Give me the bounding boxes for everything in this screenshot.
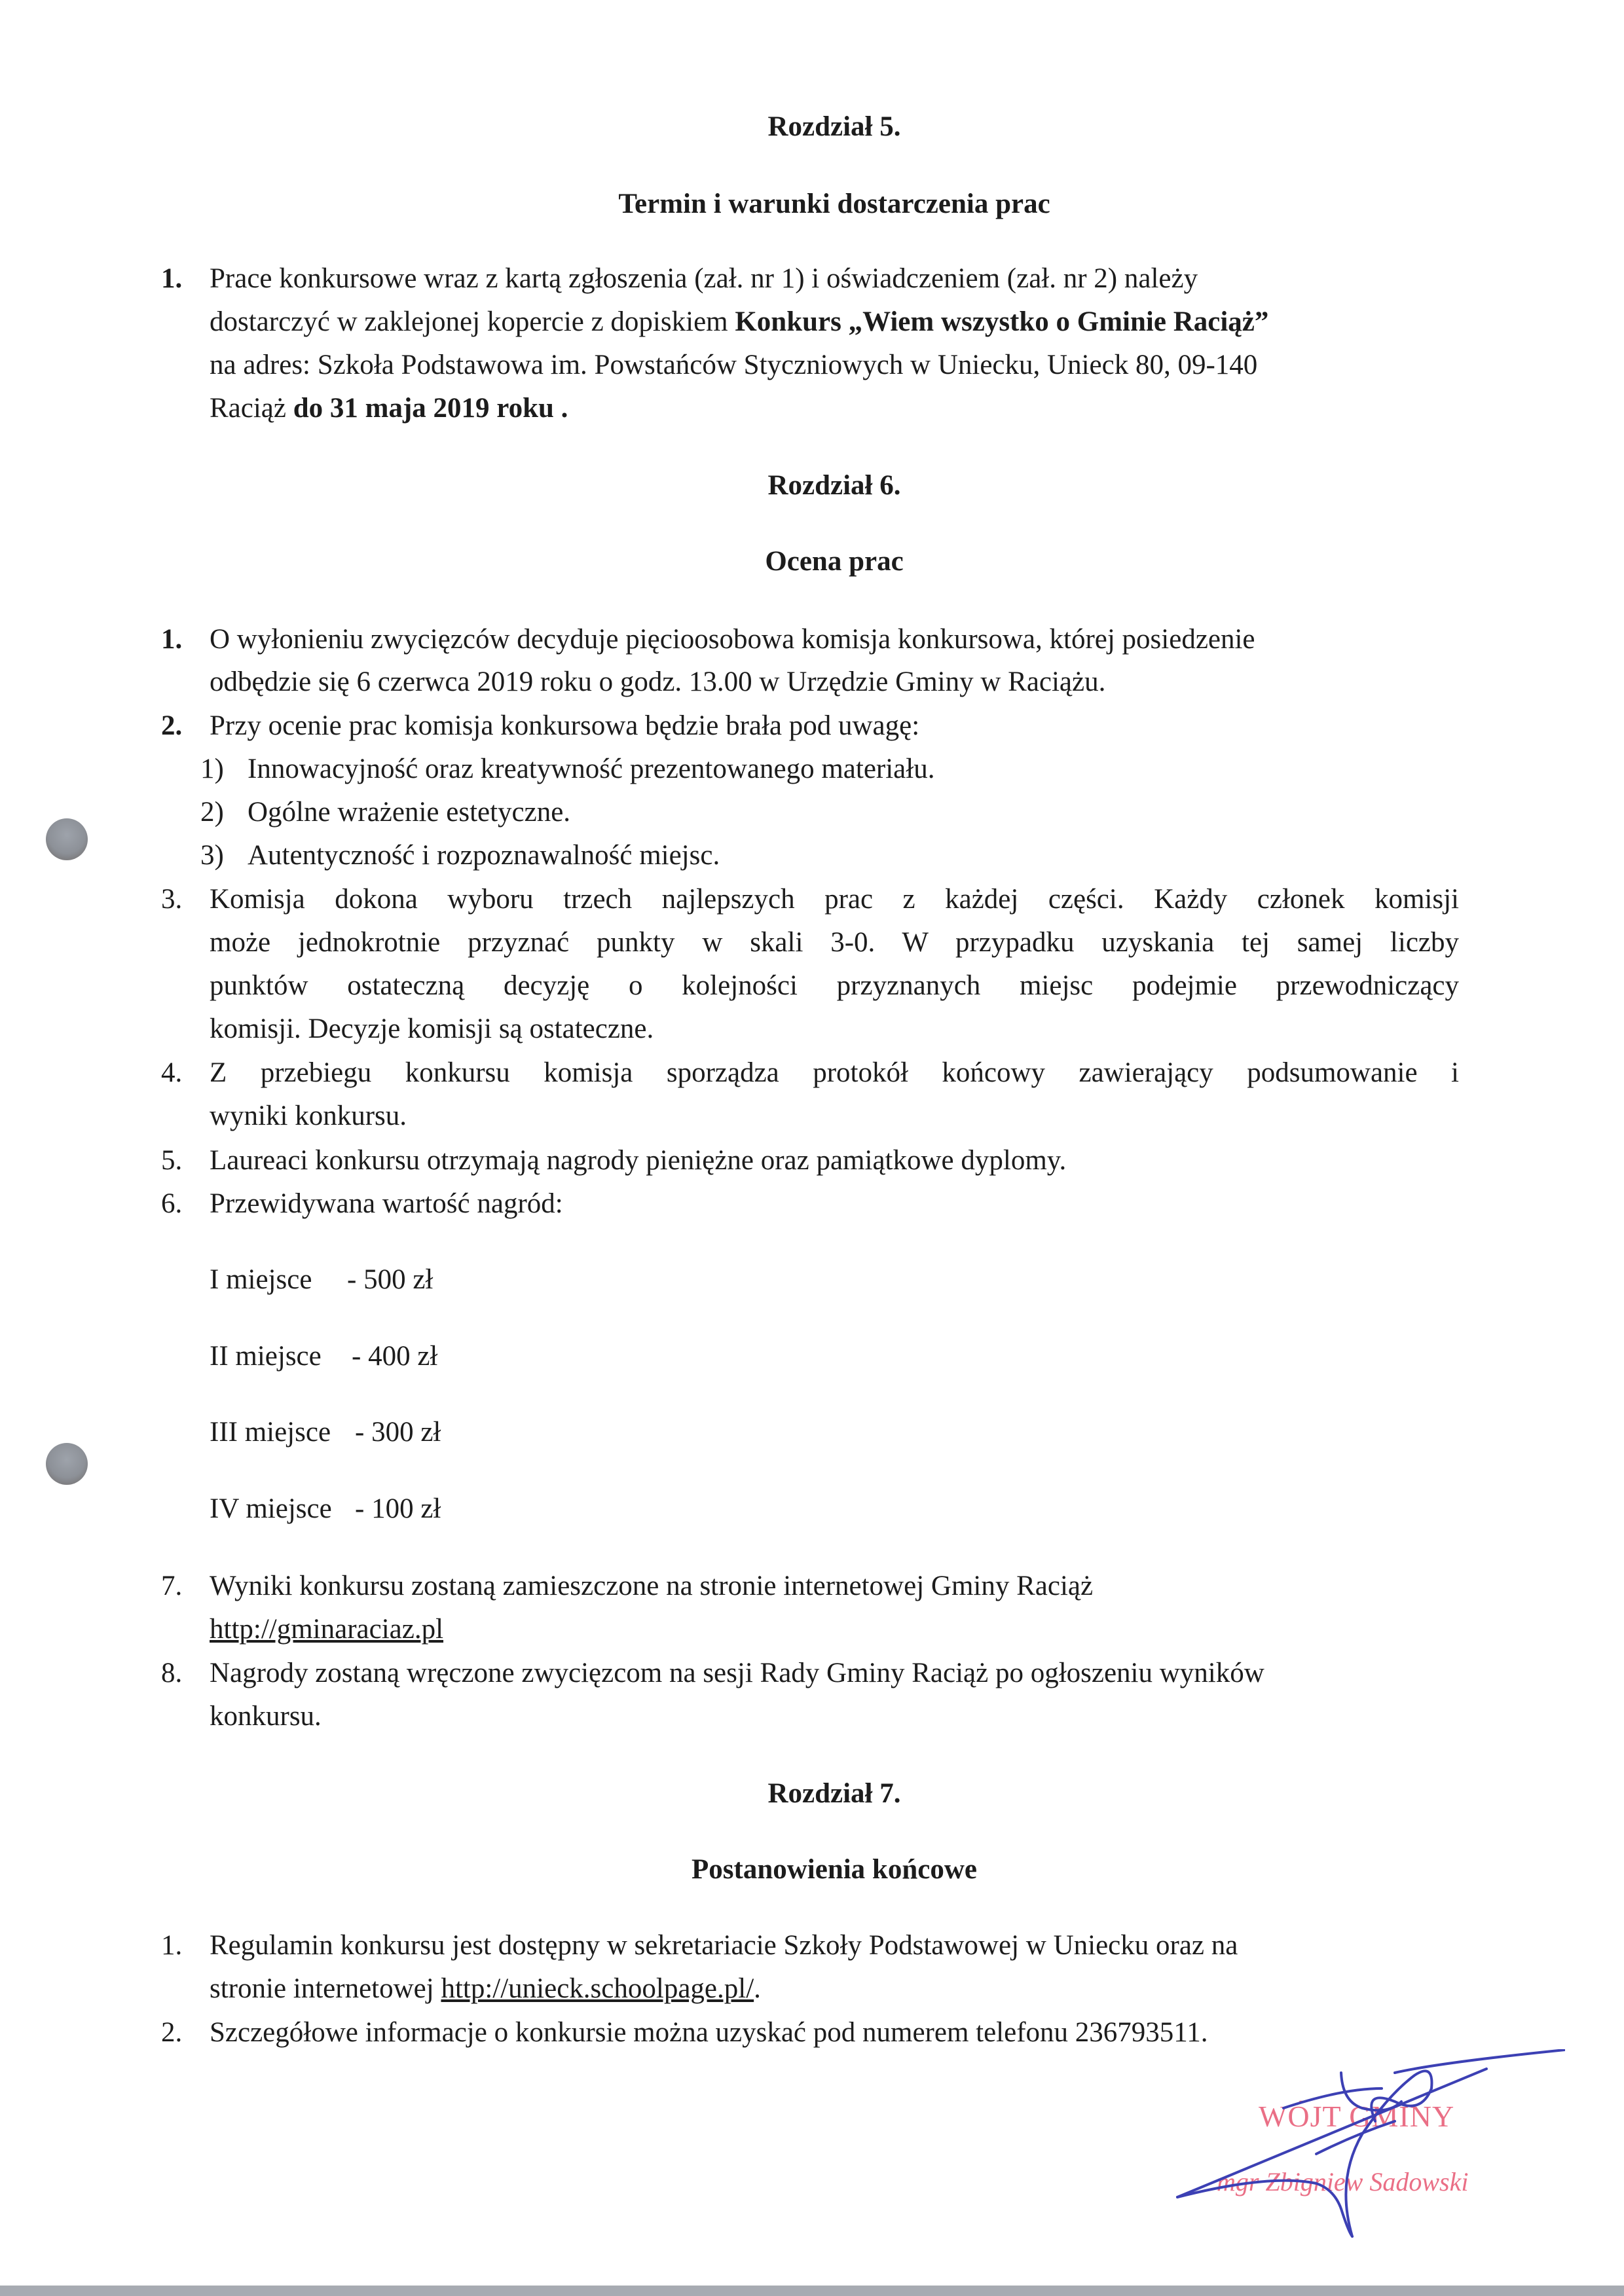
- text-line: Nagrody zostaną wręczone zwycięzcom na sesji Rady Gminy Raciąż po ogłoszeniu wyników: [210, 1658, 1264, 1688]
- item-number: 5.: [161, 1145, 183, 1176]
- prize-amount: - 300 zł: [355, 1417, 441, 1448]
- text-line: Regulamin konkursu jest dostępny w sekretariacie Szkoły Podstawowej w Uniecku oraz na: [210, 1930, 1238, 1961]
- text-line: Z przebiegu konkursu komisja sporządza protokół końcowy zawierający podsumowanie i: [210, 1057, 1459, 1088]
- item-number: 2.: [161, 2017, 183, 2048]
- prize-row: [210, 1342, 437, 1370]
- text-line: Prace konkursowe wraz z kartą zgłoszenia (zał. nr 1) i oświadczeniem (zał. nr 2) należy: [210, 263, 1198, 294]
- item-number: 8.: [161, 1658, 183, 1688]
- text-line: Laureaci konkursu otrzymają nagrody pieniężne oraz pamiątkowe dyplomy.: [210, 1145, 1067, 1176]
- punch-hole-bottom: [46, 1443, 88, 1485]
- scan-edge: [0, 2286, 1624, 2296]
- stamp-title: WÓJT GMINY: [1259, 2100, 1455, 2133]
- text-line: Wyniki konkursu zostaną zamieszczone na stronie internetowej Gminy Raciąż: [210, 1571, 1094, 1601]
- item-number: 4.: [161, 1057, 183, 1088]
- prize-amount: - 400 zł: [352, 1341, 438, 1372]
- criterion: Innowacyjność oraz kreatywność prezentowanego materiału.: [248, 754, 935, 784]
- item-number: 6.: [161, 1188, 183, 1219]
- prize-row: [210, 1418, 441, 1446]
- text-line: wyniki konkursu.: [210, 1101, 407, 1131]
- item-number: 3.: [161, 884, 183, 915]
- gmina-website-link[interactable]: http://gminaraciaz.pl: [210, 1614, 444, 1645]
- text-line: stronie internetowej http://unieck.schoolpage.pl/.: [210, 1973, 761, 2004]
- item-number: 1.: [161, 1930, 183, 1961]
- prize-place: I miejsce: [210, 1264, 312, 1295]
- signature-icon: [1146, 2049, 1565, 2246]
- text-line: może jednokrotnie przyznać punkty w skali 3-0. W przypadku uzyskania tej samej liczby: [210, 927, 1459, 958]
- prize-row: [210, 1266, 433, 1294]
- prize-amount: - 500 zł: [347, 1264, 434, 1295]
- stamp-name: mgr Zbigniew Sadowski: [1217, 2167, 1469, 2196]
- address-line: na adres: Szkoła Podstawowa im. Powstańców Styczniowych w Uniecku, Unieck 80, 09-140: [210, 350, 1258, 380]
- text-line: konkursu.: [210, 1701, 322, 1732]
- prize-place: II miejsce: [210, 1341, 322, 1372]
- text-line: dostarczyć w zaklejonej kopercie z dopiskiem Konkurs „Wiem wszystko o Gminie Raciąż”: [210, 306, 1269, 337]
- prize-row: [210, 1495, 441, 1523]
- text-line: komisji. Decyzje komisji są ostateczne.: [210, 1013, 654, 1044]
- chapter-5-subheading: Termin i warunki dostarczenia prac: [618, 189, 1050, 219]
- deadline: do 31 maja 2019 roku .: [293, 393, 568, 424]
- criterion: Ogólne wrażenie estetyczne.: [248, 797, 571, 828]
- subitem-number: 2): [200, 797, 224, 828]
- chapter-6-subheading: Ocena prac: [765, 546, 904, 577]
- text-line: odbędzie się 6 czerwca 2019 roku o godz. 13.00 w Urzędzie Gminy w Raciążu.: [210, 666, 1106, 697]
- subitem-number: 3): [200, 840, 224, 871]
- item-number: 2.: [161, 710, 183, 741]
- text-line: O wyłonieniu zwycięzców decyduje pięcioosobowa komisja konkursowa, której posiedzenie: [210, 624, 1255, 655]
- item-number: 1.: [161, 263, 183, 294]
- link-line: [210, 1615, 443, 1643]
- school-website-link[interactable]: http://unieck.schoolpage.pl/: [441, 1973, 754, 2004]
- prize-amount: - 100 zł: [355, 1493, 441, 1524]
- text-line: Przewidywana wartość nagród:: [210, 1188, 563, 1219]
- prize-place: IV miejsce: [210, 1493, 332, 1524]
- contest-name: Konkurs „Wiem wszystko o Gminie Raciąż”: [735, 306, 1269, 337]
- text-line: Szczegółowe informacje o konkursie można uzyskać pod numerem telefonu 236793511.: [210, 2017, 1208, 2048]
- text-line: Komisja dokona wyboru trzech najlepszych prac z każdej części. Każdy członek komisji: [210, 884, 1459, 915]
- text-line: Przy ocenie prac komisja konkursowa będzie brała pod uwagę:: [210, 710, 920, 741]
- chapter-5-heading: Rozdział 5.: [767, 111, 901, 142]
- punch-hole-top: [46, 818, 88, 860]
- subitem-number: 1): [200, 754, 224, 784]
- criterion: Autentyczność i rozpoznawalność miejsc.: [248, 840, 720, 871]
- item-number: 1.: [161, 624, 183, 655]
- chapter-7-subheading: Postanowienia końcowe: [692, 1854, 977, 1885]
- prize-place: III miejsce: [210, 1417, 331, 1448]
- chapter-7-heading: Rozdział 7.: [767, 1778, 901, 1809]
- text-line: punktów ostateczną decyzję o kolejności przyznanych miejsc podejmie przewodniczący: [210, 970, 1459, 1001]
- item-number: 7.: [161, 1571, 183, 1601]
- chapter-6-heading: Rozdział 6.: [767, 470, 901, 501]
- text-line: Raciąż do 31 maja 2019 roku .: [210, 393, 568, 424]
